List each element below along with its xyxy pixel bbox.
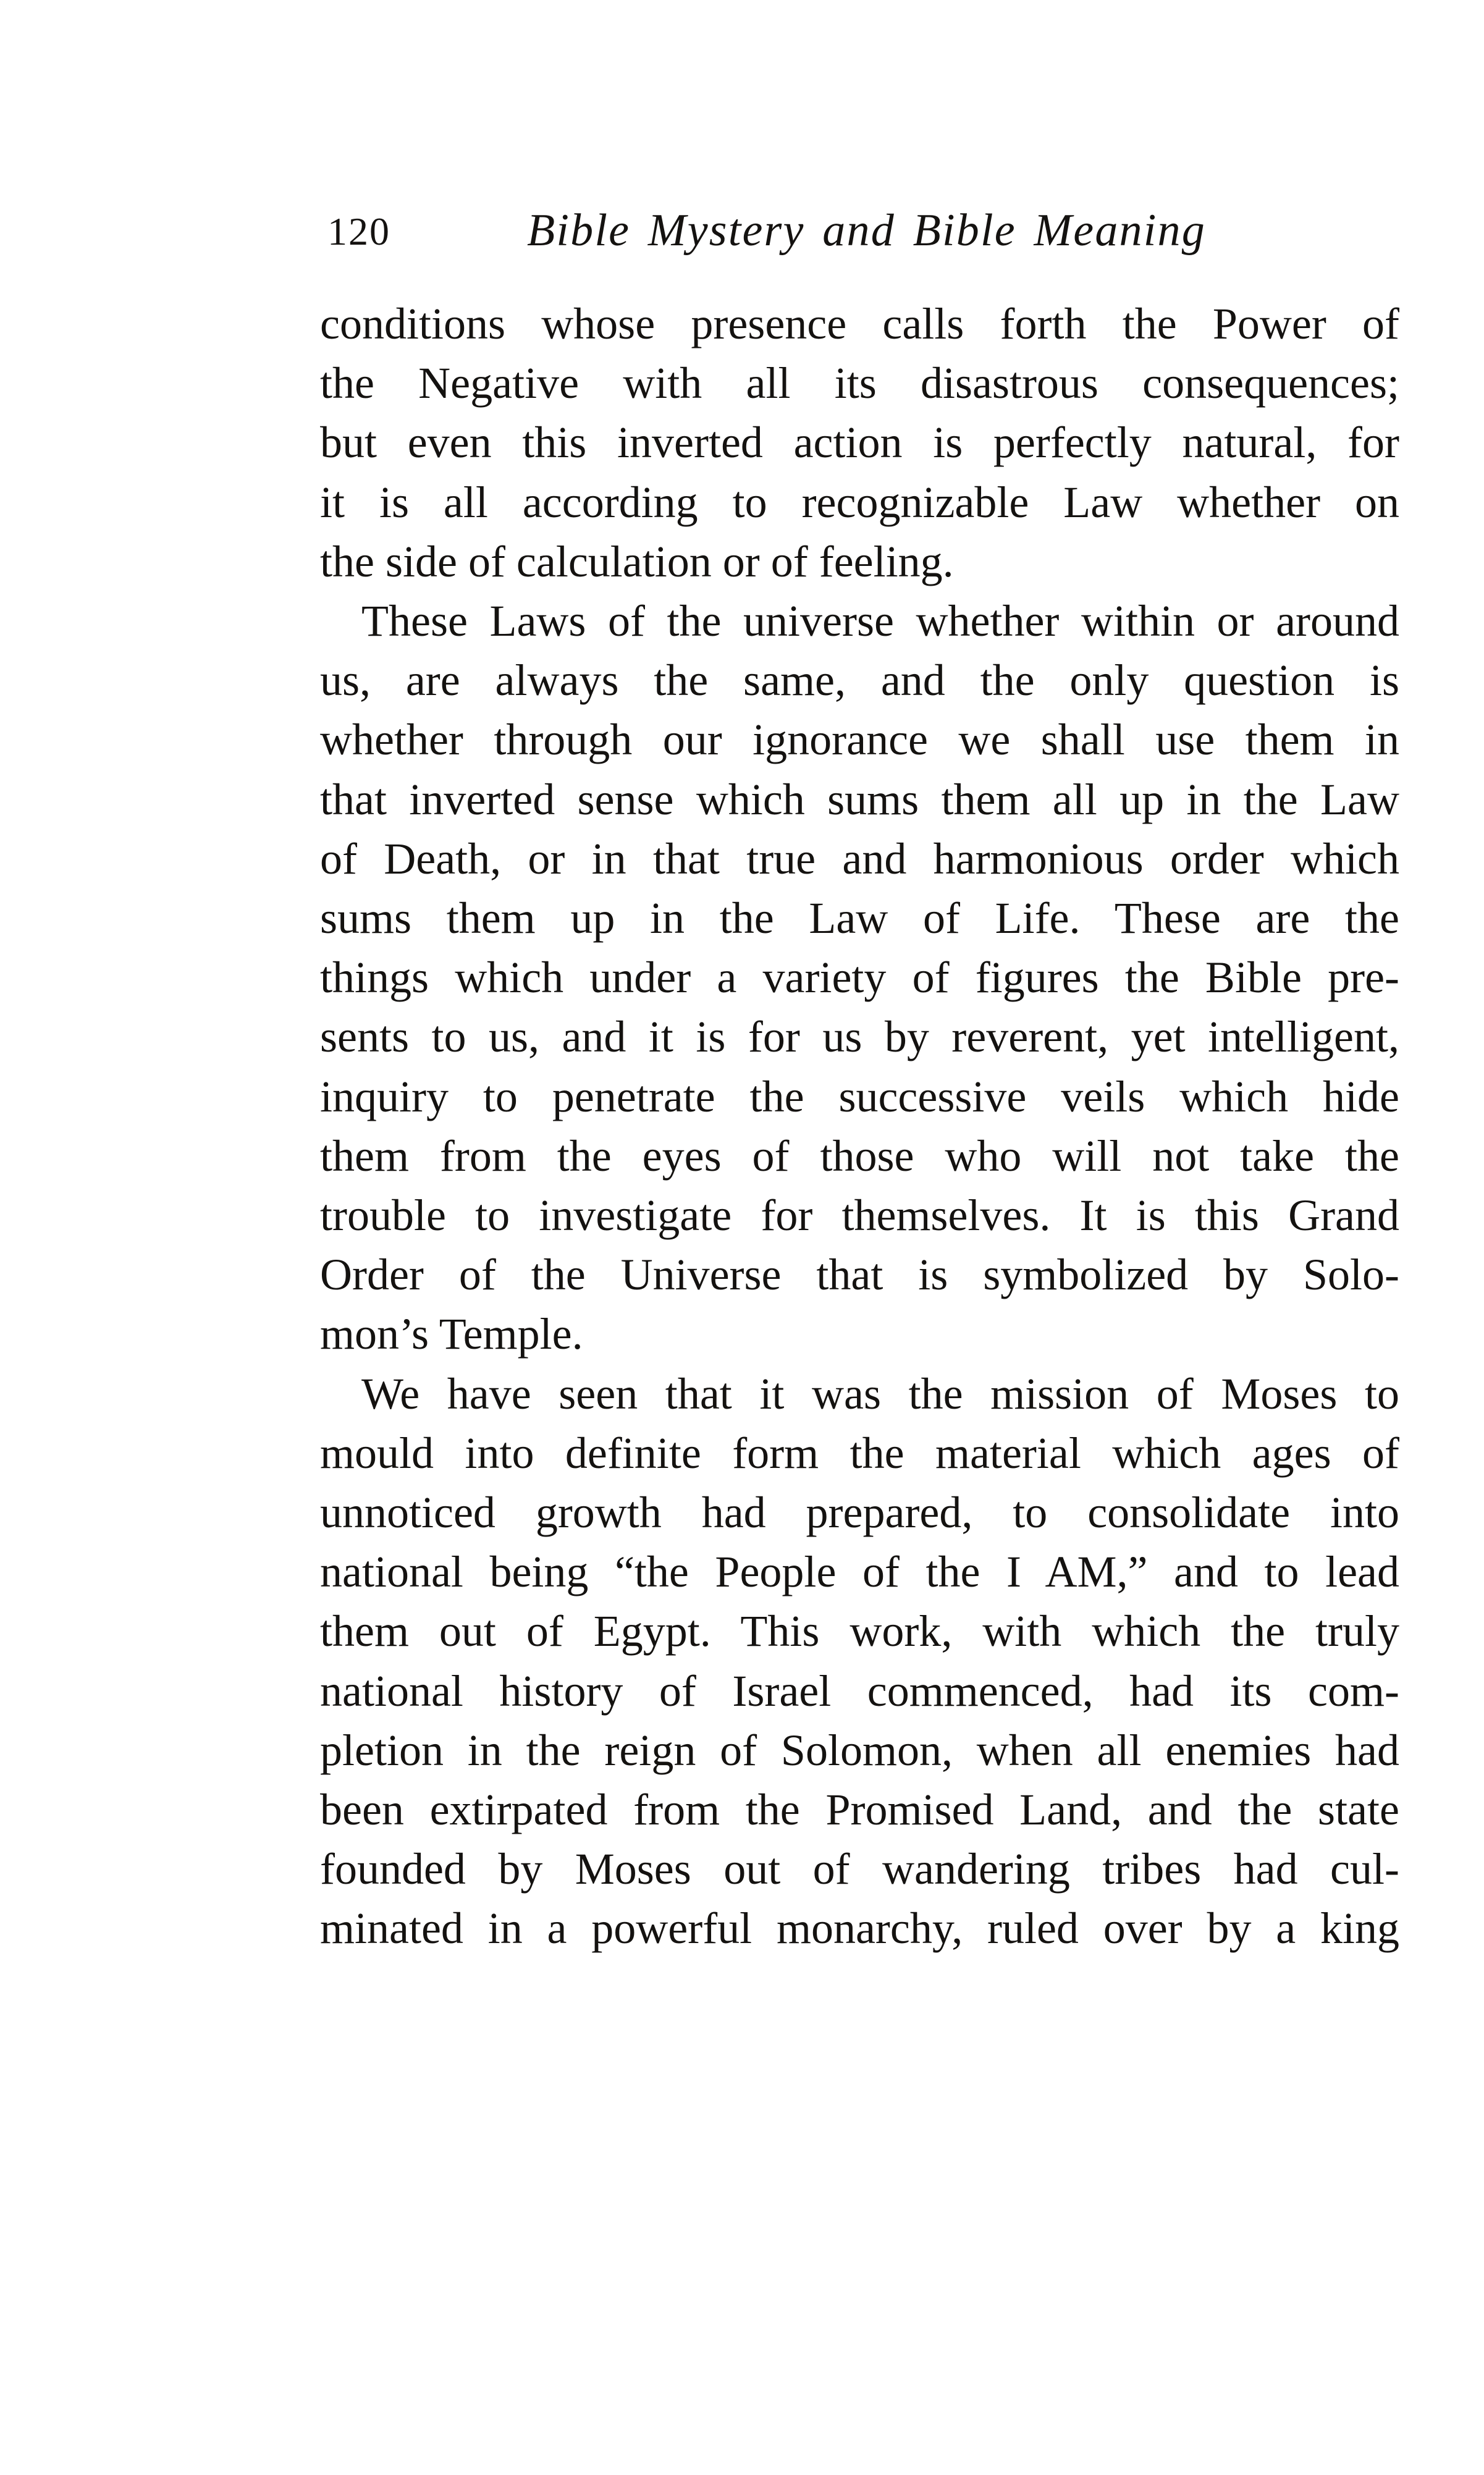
text-line: sents to us, and it is for us by reverent, yet intelligent, — [320, 1012, 1399, 1062]
text-line: been extirpated from the Promised Land, and the state — [320, 1785, 1399, 1835]
text-line: minated in a powerful monarchy, ruled over by a king — [320, 1904, 1399, 1954]
text-line: that inverted sense which sums them all up in the Law — [320, 774, 1399, 824]
paragraph — [320, 1364, 1399, 1958]
text-line: national being “the People of the I AM,” and to lead — [320, 1547, 1399, 1597]
text-line: founded by Moses out of wandering tribes had cul- — [320, 1844, 1399, 1894]
text-line: trouble to investigate for themselves. It is this Grand — [320, 1191, 1399, 1241]
text-line: pletion in the reign of Solomon, when all enemies had — [320, 1725, 1399, 1775]
text-line: of Death, or in that true and harmonious order which — [320, 833, 1399, 883]
text-line: mould into definite form the material which ages of — [320, 1428, 1399, 1478]
paragraph — [320, 591, 1399, 1364]
text-line: national history of Israel commenced, had its com- — [320, 1666, 1399, 1716]
text-line: whether through our ignorance we shall use them in — [320, 715, 1399, 765]
text-line: sums them up in the Law of Life. These are the — [320, 893, 1399, 943]
text-line: but even this inverted action is perfectly natural, for — [320, 418, 1399, 468]
running-title: Bible Mystery and Bible Meaning — [527, 205, 1206, 256]
text-line: mon’s Temple. — [320, 1309, 583, 1359]
text-line: them from the eyes of those who will not take the — [320, 1131, 1399, 1181]
text-line: the Negative with all its disastrous consequences; — [320, 358, 1399, 408]
text-line: them out of Egypt. This work, with which the truly — [320, 1606, 1399, 1656]
body-text — [320, 294, 1399, 1958]
text-line: Order of the Universe that is symbolized by Solo- — [320, 1250, 1399, 1300]
text-line: it is all according to recognizable Law whether on — [320, 477, 1399, 527]
text-line: things which under a variety of figures the Bible pre- — [320, 953, 1399, 1003]
text-line: inquiry to penetrate the successive veils which hide — [320, 1071, 1399, 1121]
text-line: us, are always the same, and the only question is — [320, 656, 1399, 706]
running-head — [320, 204, 1399, 266]
paragraph — [320, 294, 1399, 591]
page-number: 120 — [327, 209, 390, 253]
text-line: unnoticed growth had prepared, to consolidate into — [320, 1488, 1399, 1538]
text-line: conditions whose presence calls forth the Power of — [320, 299, 1399, 348]
text-line: We have seen that it was the mission of Moses to — [361, 1368, 1399, 1419]
text-line: the side of calculation or of feeling. — [320, 536, 954, 586]
text-line: These Laws of the universe whether within or around — [361, 596, 1399, 646]
